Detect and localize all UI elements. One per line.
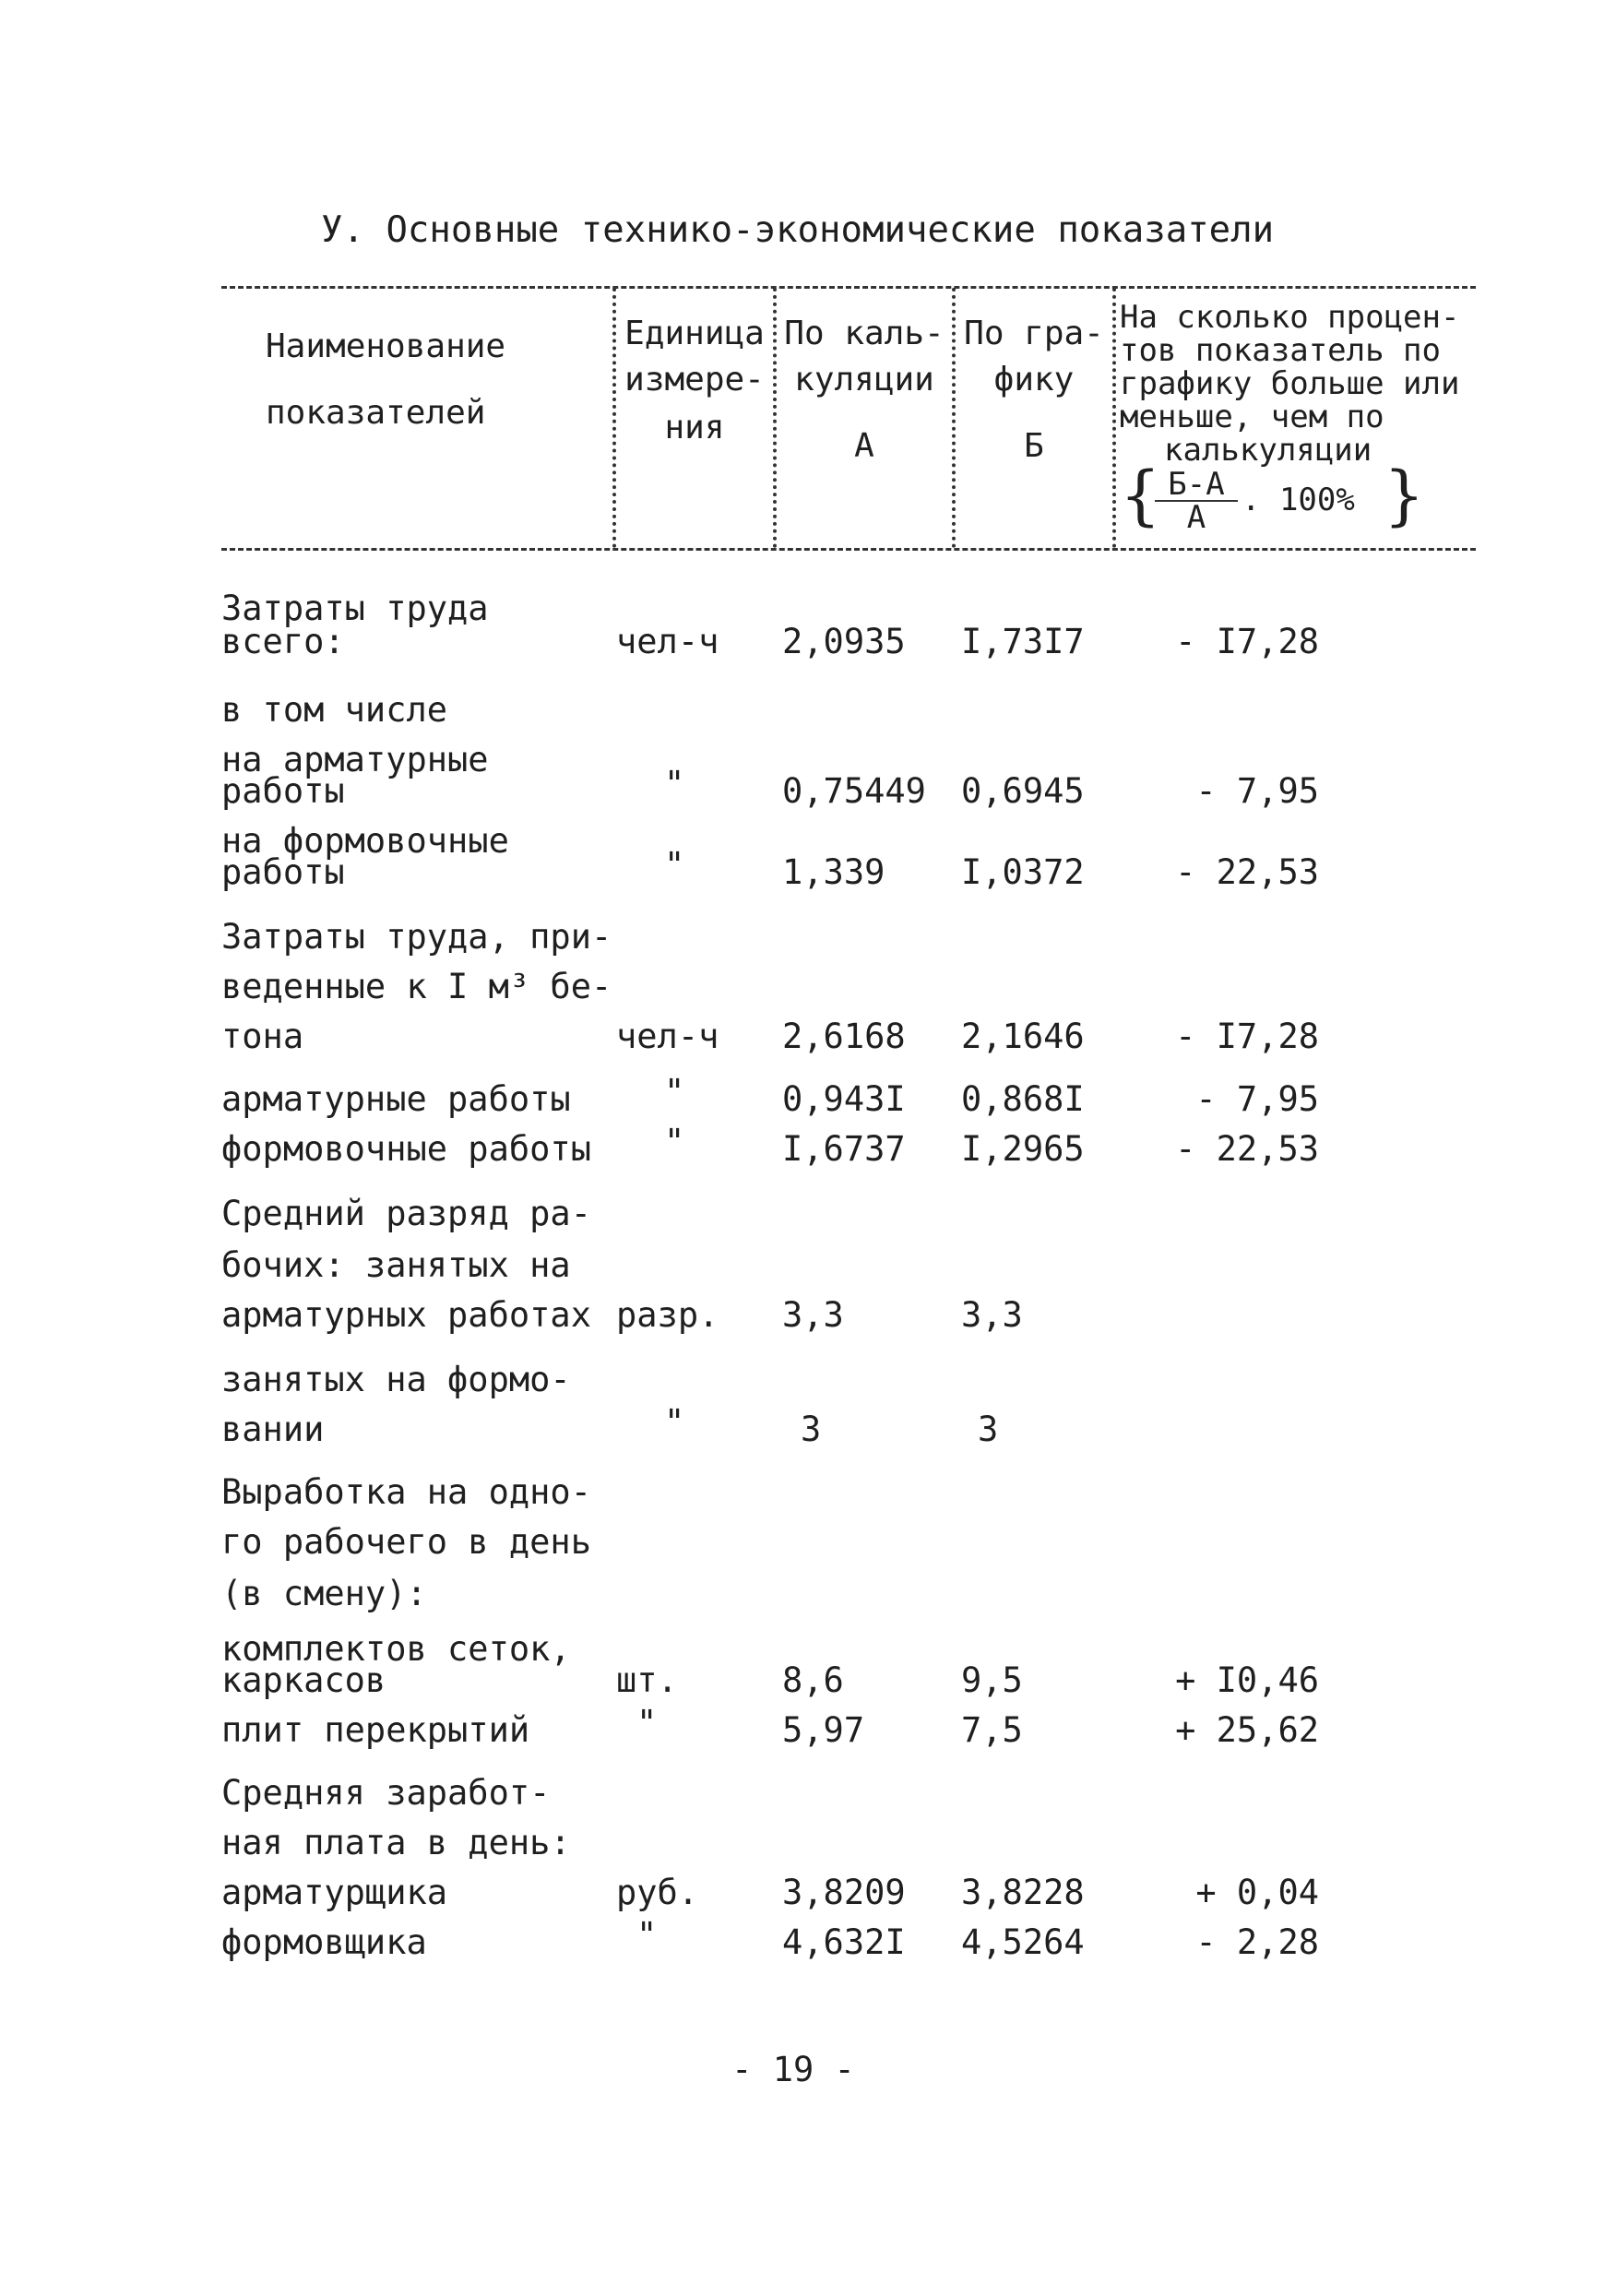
- header-name-line: Наименование: [266, 327, 506, 365]
- row-name-line: (в смену):: [221, 1574, 427, 1613]
- row-value-a: 3: [801, 1410, 822, 1449]
- row-value-b: 0,6945: [961, 771, 1085, 811]
- row-name-line: Затраты труда: [221, 589, 489, 628]
- row-unit: разр.: [616, 1295, 719, 1335]
- row-name-line: в том числе: [221, 690, 448, 730]
- row-unit: ": [664, 1072, 685, 1112]
- row-name-line: работы: [221, 771, 345, 811]
- table-top-rule: [221, 286, 1476, 289]
- row-value-a: 2,0935: [782, 622, 906, 661]
- row-value-a: 0,75449: [782, 771, 926, 811]
- row-value-a: 3,8209: [782, 1873, 906, 1912]
- header-percent-line: графику больше или: [1120, 365, 1460, 402]
- row-name-line: го рабочего в день: [221, 1522, 591, 1562]
- header-calc-line: По каль-: [784, 315, 945, 352]
- row-value-b: 3: [978, 1410, 999, 1449]
- row-name-line: комплектов сеток,: [221, 1629, 571, 1669]
- row-value-a: I,6737: [782, 1129, 906, 1169]
- row-unit: руб.: [616, 1873, 699, 1912]
- header-unit-line: Единица: [624, 315, 765, 352]
- column-separator: [1112, 288, 1116, 548]
- header-percent-line: На сколько процен-: [1120, 299, 1460, 336]
- row-unit: ": [636, 1703, 658, 1743]
- row-unit: шт.: [616, 1660, 678, 1700]
- row-value-b: 3,3: [961, 1295, 1023, 1335]
- row-name-line: Средняя заработ-: [221, 1773, 551, 1813]
- row-value-a: 4,632I: [782, 1922, 906, 1962]
- row-unit: ": [664, 1122, 685, 1161]
- row-name-line: занятых на формо-: [221, 1360, 571, 1399]
- header-graph-line: Б: [1024, 427, 1044, 465]
- row-percent: - 22,53: [1175, 1129, 1319, 1169]
- row-value-a: 3,3: [782, 1295, 844, 1335]
- row-value-a: 5,97: [782, 1710, 865, 1750]
- row-value-a: 8,6: [782, 1660, 844, 1700]
- row-value-b: I,73I7: [961, 622, 1085, 661]
- row-value-b: 7,5: [961, 1710, 1023, 1750]
- row-name-line: Затраты труда, при-: [221, 917, 612, 957]
- row-name-line: арматурные работы: [221, 1079, 571, 1119]
- row-value-b: 2,1646: [961, 1017, 1085, 1056]
- row-unit: ": [664, 1402, 685, 1442]
- header-calc-line: А: [854, 427, 874, 465]
- row-name-line: формовщика: [221, 1922, 427, 1962]
- formula-close-brace: }: [1384, 458, 1425, 533]
- row-name-line: вании: [221, 1410, 325, 1449]
- row-name-line: на формовочные: [221, 821, 509, 861]
- row-name-line: на арматурные: [221, 740, 489, 779]
- formula-fraction: [1155, 466, 1238, 536]
- row-value-b: 3,8228: [961, 1873, 1085, 1912]
- row-name-line: формовочные работы: [221, 1129, 591, 1169]
- row-value-b: I,2965: [961, 1129, 1085, 1169]
- row-name-line: ная плата в день:: [221, 1823, 571, 1862]
- row-name-line: Средний разряд ра-: [221, 1194, 591, 1233]
- row-name-line: веденные к I м³ бе-: [221, 967, 612, 1006]
- row-percent: + 0,04: [1195, 1873, 1319, 1912]
- row-percent: - 2,28: [1195, 1922, 1319, 1962]
- formula-open-brace: {: [1120, 458, 1161, 533]
- row-name-line: работы: [221, 852, 345, 892]
- row-name-line: тона: [221, 1017, 304, 1056]
- row-percent: + I0,46: [1175, 1660, 1319, 1700]
- row-name-line: арматурщика: [221, 1873, 448, 1912]
- header-graph-line: фику: [993, 361, 1075, 399]
- row-value-a: 2,6168: [782, 1017, 906, 1056]
- row-unit: ": [664, 764, 685, 803]
- row-name-line: плит перекрытий: [221, 1710, 530, 1750]
- row-name-line: Выработка на одно-: [221, 1472, 591, 1512]
- header-name-line: показателей: [266, 394, 486, 432]
- header-unit-line: ния: [664, 409, 725, 446]
- row-unit: ": [664, 845, 685, 885]
- formula-denominator: А: [1186, 499, 1206, 536]
- page-title: У. Основные технико-экономические показатели: [321, 209, 1275, 251]
- row-value-a: 0,943I: [782, 1079, 906, 1119]
- row-percent: - I7,28: [1175, 1017, 1319, 1056]
- header-percent-line: калькуляции: [1164, 432, 1372, 469]
- row-unit: чел-ч: [616, 1017, 719, 1056]
- header-percent-line: меньше, чем по: [1120, 399, 1384, 435]
- header-unit-line: измере-: [624, 361, 765, 399]
- header-calc-line: куляции: [794, 361, 934, 399]
- row-name-line: всего:: [221, 622, 345, 661]
- row-value-b: 0,868I: [961, 1079, 1085, 1119]
- row-value-a: 1,339: [782, 852, 885, 892]
- header-graph-line: По гра-: [964, 315, 1104, 352]
- row-unit: ": [636, 1915, 658, 1955]
- row-percent: + 25,62: [1175, 1710, 1319, 1750]
- row-value-b: I,0372: [961, 852, 1085, 892]
- row-value-b: 9,5: [961, 1660, 1023, 1700]
- header-percent-line: тов показатель по: [1120, 332, 1441, 369]
- table-header-bottom-rule: [221, 548, 1476, 551]
- row-percent: - 7,95: [1195, 1079, 1319, 1119]
- page-number: - 19 -: [731, 2050, 855, 2089]
- row-percent: - 22,53: [1175, 852, 1319, 892]
- row-name-line: арматурных работах: [221, 1295, 591, 1335]
- formula-numerator: Б-А: [1155, 469, 1238, 502]
- row-name-line: каркасов: [221, 1660, 386, 1700]
- row-unit: чел-ч: [616, 622, 719, 661]
- formula-multiplier: . 100%: [1242, 482, 1355, 518]
- row-percent: - I7,28: [1175, 622, 1319, 661]
- row-percent: - 7,95: [1195, 771, 1319, 811]
- row-name-line: бочих: занятых на: [221, 1245, 571, 1285]
- row-value-b: 4,5264: [961, 1922, 1085, 1962]
